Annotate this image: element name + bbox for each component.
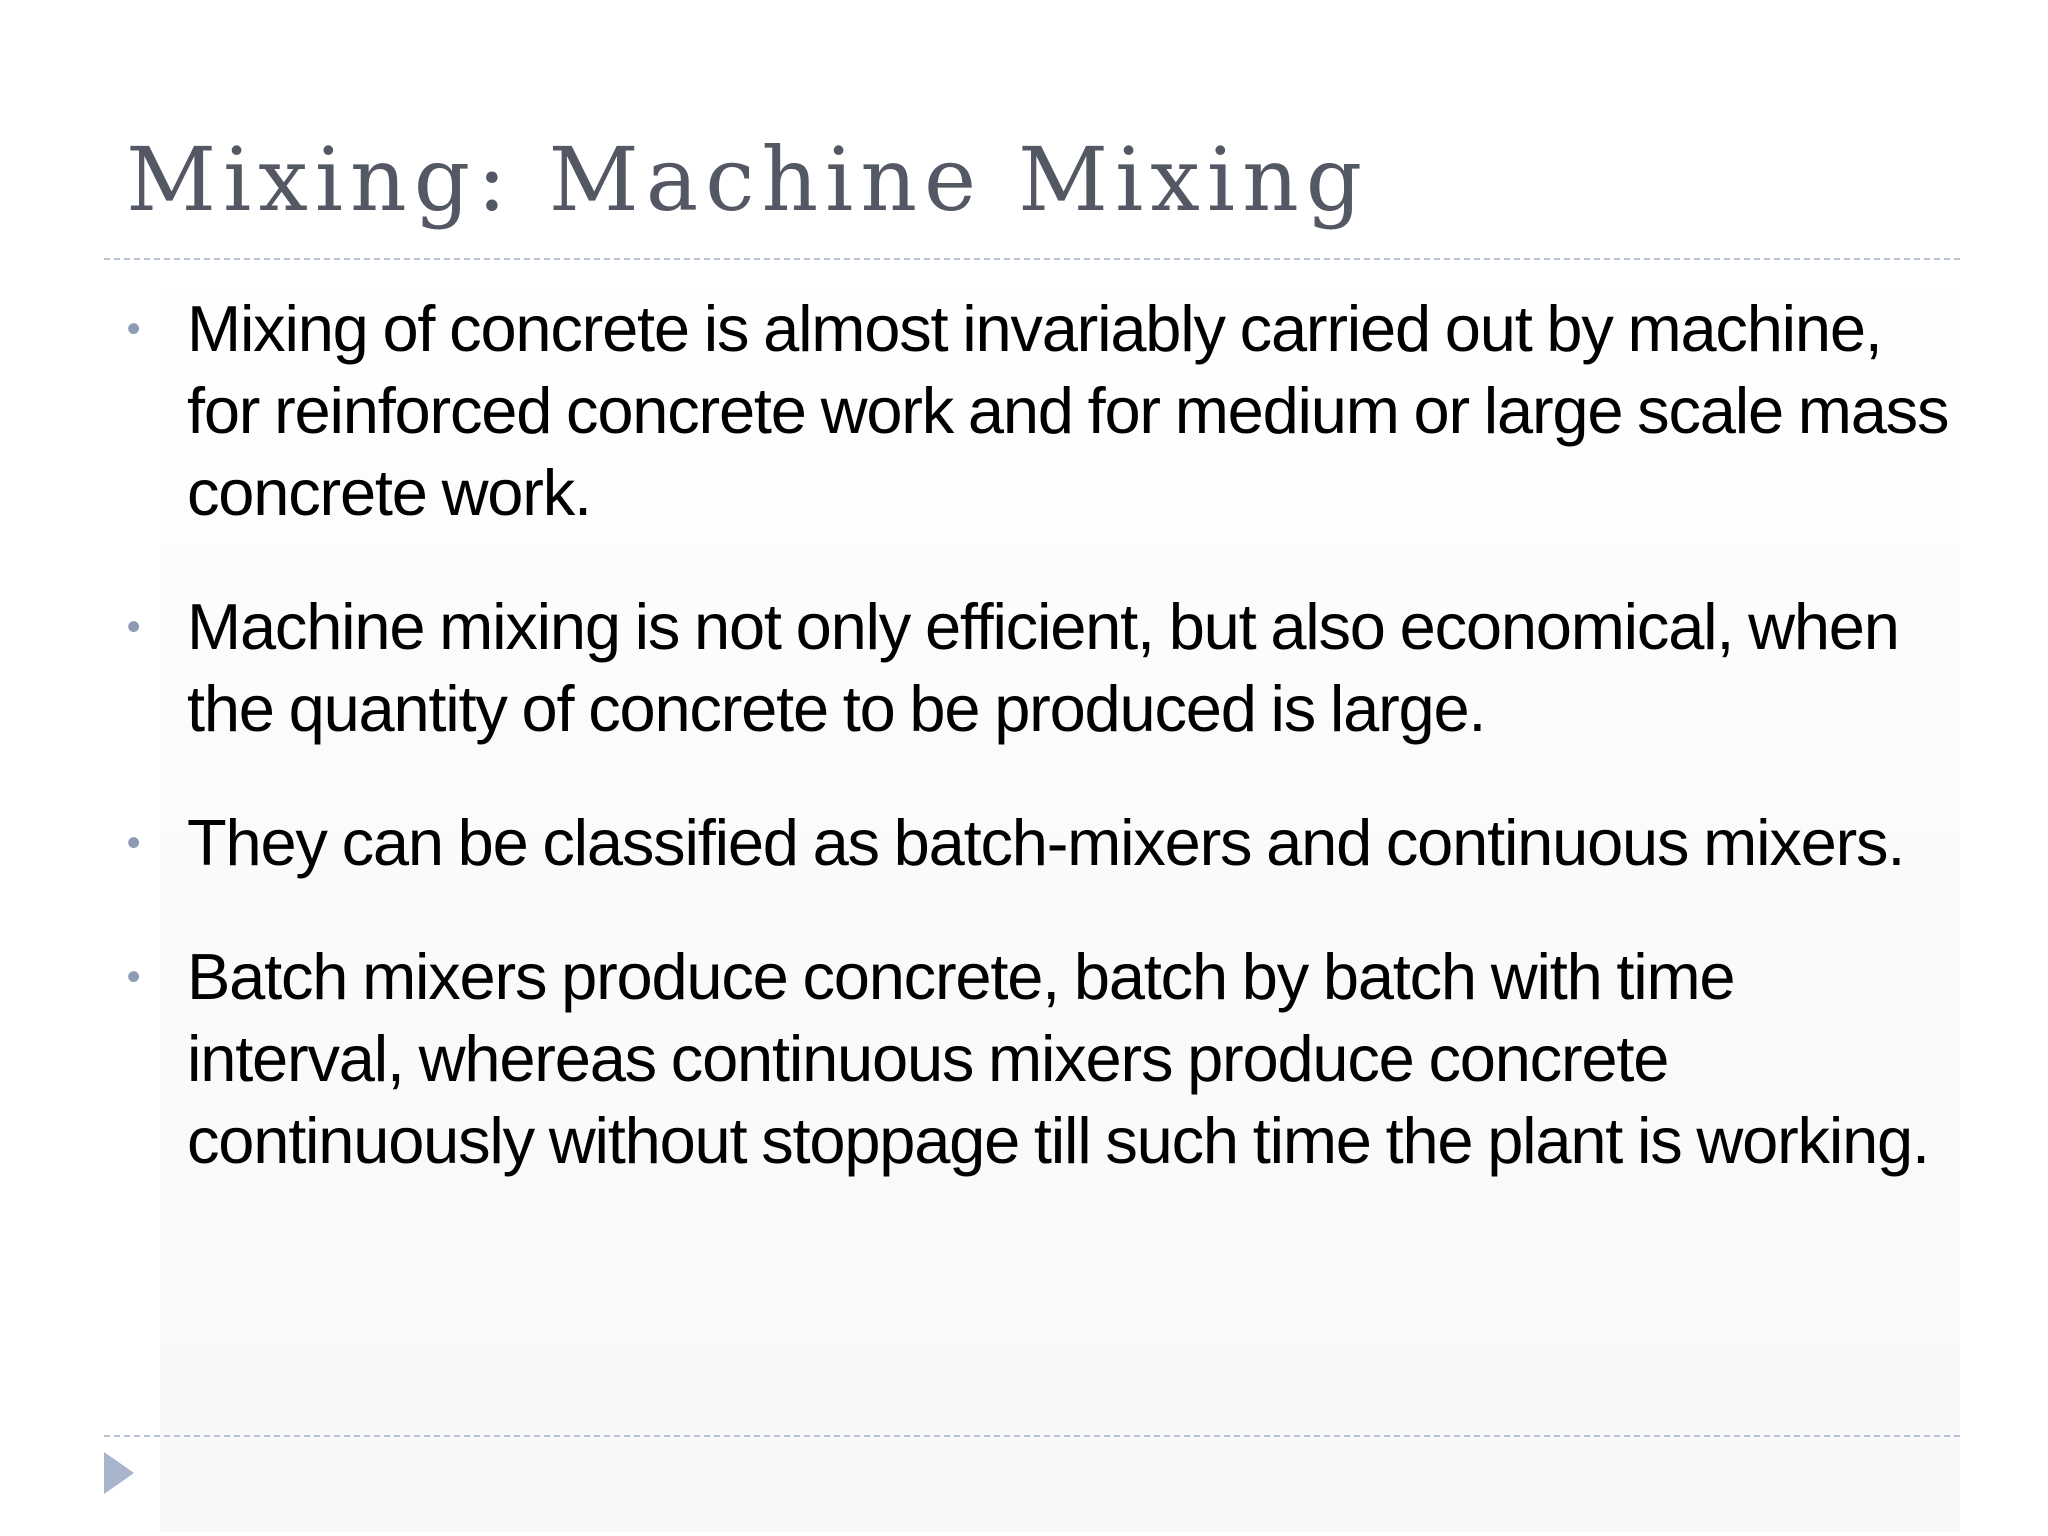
bullet-text: Machine mixing is not only efficient, but also economical, when the quantity of concrete to be produced is large. bbox=[187, 590, 1899, 745]
play-triangle-icon[interactable] bbox=[104, 1452, 134, 1494]
bullet-item bbox=[126, 288, 1956, 534]
bullet-text: They can be classified as batch-mixers and continuous mixers. bbox=[187, 806, 1905, 879]
bullet-dot-icon: • bbox=[126, 307, 140, 351]
title-divider bbox=[104, 258, 1960, 260]
bullet-dot-icon: • bbox=[126, 821, 140, 865]
bullet-item bbox=[126, 802, 1956, 884]
bullet-list bbox=[126, 288, 1956, 1234]
bullet-text: Mixing of concrete is almost invariably carried out by machine, for reinforced concrete work and for medium or large scale mass concrete work. bbox=[187, 292, 1949, 529]
footer-divider bbox=[104, 1435, 1960, 1437]
bullet-item bbox=[126, 936, 1956, 1182]
bullet-item bbox=[126, 586, 1956, 750]
slide-title: Mixing: Machine Mixing bbox=[126, 128, 1370, 231]
bullet-dot-icon: • bbox=[126, 605, 140, 649]
bullet-text: Batch mixers produce concrete, batch by batch with time interval, whereas continuous mixers produce concrete continuously without stoppage till such time the plant is working. bbox=[187, 940, 1929, 1177]
bullet-dot-icon: • bbox=[126, 955, 140, 999]
